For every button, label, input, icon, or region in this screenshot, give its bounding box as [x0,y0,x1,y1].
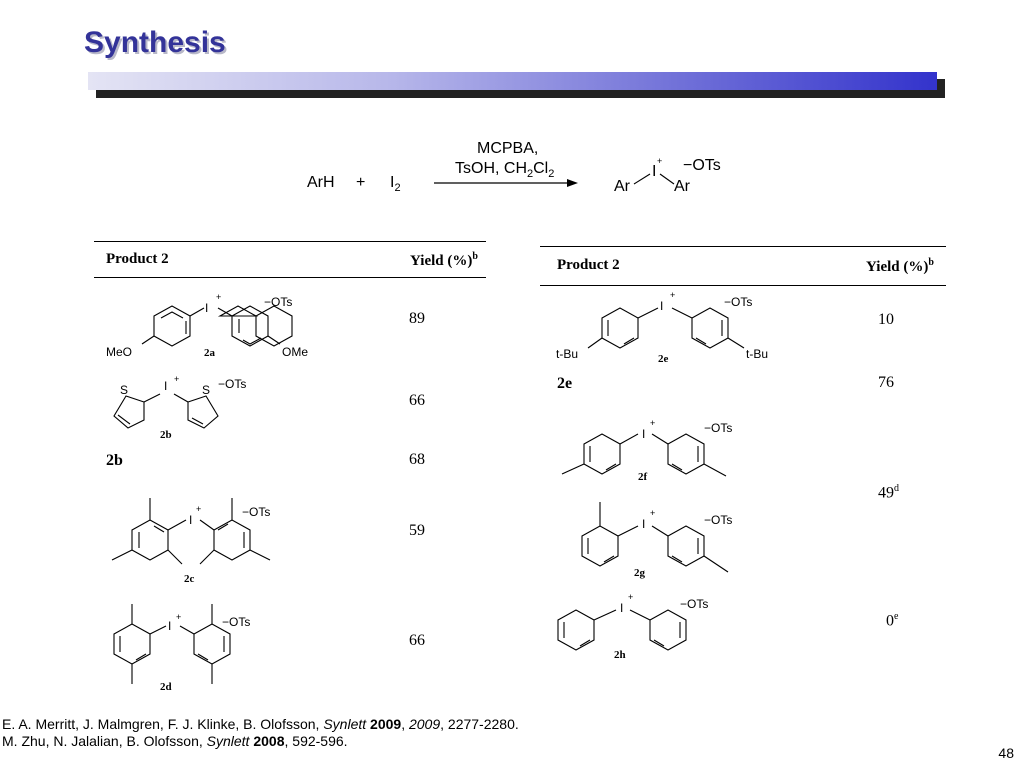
svg-text:+: + [650,418,656,428]
structure-2c [104,488,304,588]
counterion-2c: −OTs [242,505,271,519]
product-counterion: −OTs [683,157,721,174]
reactant-iodine: $I_2$ [390,174,401,195]
thiophene-s-left: S [120,383,129,397]
page-number: 48 [998,745,1014,761]
counterion-2d: −OTs [222,615,251,629]
iodine-2h: I [620,601,624,615]
slide-title: Synthesis [84,26,226,59]
title-bar [88,72,937,90]
structure-2b [104,374,274,444]
reactant-arh: ArH [307,174,335,191]
iodine-2f: I [642,427,646,441]
structure-2a [104,288,324,364]
right-table-top-rule [540,246,946,247]
svg-text:+: + [176,612,182,622]
label-2g: 2g [634,567,645,579]
iodine-2c: I [189,513,193,527]
iodine-2a: I [205,301,209,315]
label-2c: 2c [184,573,195,585]
label-2f: 2f [638,471,648,483]
label-2b-structure: 2b [160,429,172,441]
right-header-product: Product 2 [557,257,620,273]
substituent-meo: MeO [106,345,133,359]
left-table-top-rule [94,241,486,242]
label-2d: 2d [160,681,172,693]
iodine-2g: I [642,517,646,531]
left-header-yield: Yield (%)$^b$ [410,251,478,269]
counterion-2h: −OTs [680,597,709,611]
reference-1: E. A. Merritt, J. Malmgren, F. J. Klinke, B. Olofsson, Synlett 2009, 2009, 2277-2280. [2,716,519,732]
references [2,716,519,750]
iodine-2b: I [164,379,168,393]
plus-sign: + [356,174,366,191]
yield-2c: 59 [409,522,425,539]
svg-text:+: + [216,292,222,302]
structure-2h [554,590,734,666]
structure-2f [554,414,754,490]
label-2b-entry: 2b [106,452,123,469]
structure-2e [554,288,794,368]
yield-2a: 89 [409,310,425,327]
product-plus: + [657,156,663,166]
reagent-line-2: TsOH, $CH_2Cl_2$ [455,160,555,181]
reagent-line-1: MCPBA, [477,140,539,157]
svg-text:+: + [174,374,180,384]
product-ar-left: Ar [614,178,630,195]
label-2a: 2a [204,347,215,359]
svg-text:+: + [650,508,656,518]
counterion-2b: −OTs [218,377,247,391]
counterion-2e: −OTs [724,295,753,309]
reference-2: M. Zhu, N. Jalalian, B. Olofsson, Synlett 2008, 592-596. [2,733,348,749]
yield-2e-entry: 76 [878,374,894,391]
counterion-2f: −OTs [704,421,733,435]
left-header-product: Product 2 [106,251,169,267]
yield-2b: 66 [409,392,425,409]
label-2e: 2e [658,353,669,365]
yield-2b-entry: 68 [409,451,425,468]
reaction-arrow [430,176,580,190]
diaryliodonium-product [608,152,740,202]
svg-text:+: + [670,290,676,300]
reaction-scheme [300,136,740,206]
yield-2h: 0e [886,611,899,630]
yield-2fg: 49$^d$ [878,483,899,502]
product-iodine: I [652,163,657,180]
right-header-yield: Yield (%)$^b$ [866,257,934,275]
substituent-tbu-right: t-Bu [746,347,769,361]
product-ar-right: Ar [674,178,690,195]
structure-2g [554,496,754,580]
svg-text:+: + [628,592,634,602]
iodine-2d: I [168,619,172,633]
right-table-header-rule [540,285,946,286]
substituent-tbu-left: t-Bu [556,347,579,361]
substituent-ome: OMe [282,345,309,359]
structure-2d [104,598,274,694]
label-2e-entry: 2e [557,375,573,392]
svg-text:+: + [196,504,202,514]
label-2h: 2h [614,649,626,661]
left-table-header-rule [94,277,486,278]
counterion-2a: −OTs [264,295,293,309]
thiophene-s-right: S [202,383,211,397]
yield-2d: 66 [409,632,425,649]
counterion-2g: −OTs [704,513,733,527]
yield-2e: 10 [878,311,894,328]
iodine-2e: I [660,299,664,313]
